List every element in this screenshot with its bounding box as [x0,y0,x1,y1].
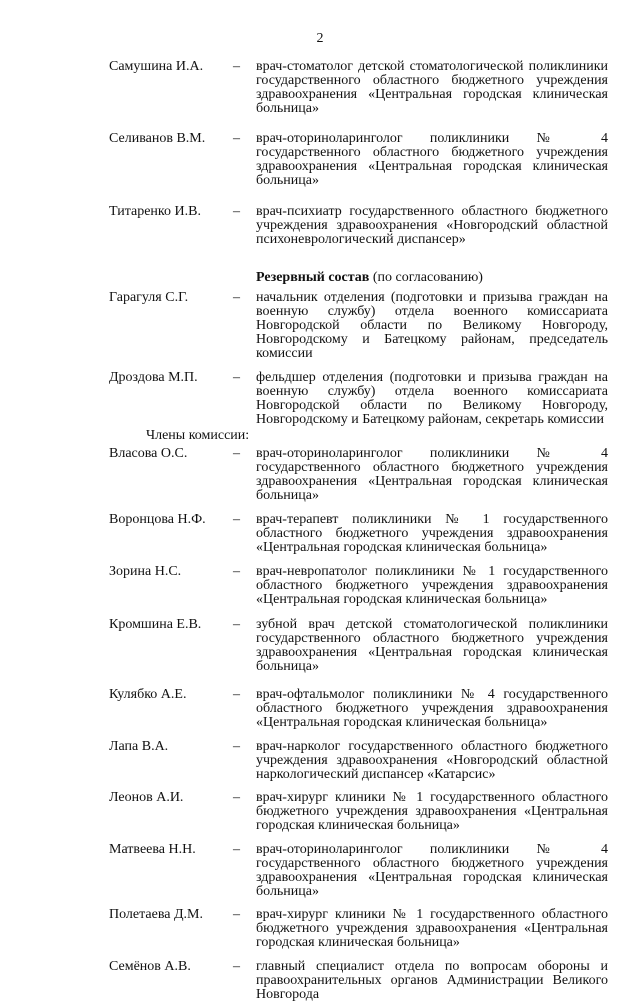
dash-separator: – [233,790,240,805]
dash-separator: – [233,59,240,74]
list-item [0,791,640,833]
dash-separator: – [233,617,240,632]
dash-separator: – [233,446,240,461]
dash-separator: – [233,131,240,146]
member-position: врач-нарколог государственного областного бюджетного учреждения здравоохранения «Новгородский областной наркологический диспансер «Катарсис» [256,739,608,782]
list-item [0,205,640,247]
dash-separator: – [233,959,240,974]
dash-separator: – [233,204,240,219]
member-name: Лапа В.А. [109,739,169,754]
member-position: зубной врач детской стоматологической поликлиники государственного областного бюджетного учреждения здравоохранения «Центральная городская клиническая больница» [256,617,608,674]
member-position: врач-психиатр государственного областного бюджетного учреждения здравоохранения «Новгородский областной психоневрологический диспансер» [256,204,608,247]
member-name: Самушина И.А. [109,59,204,74]
member-position: начальник отделения (подготовки и призыва граждан на военную службу) отдела военного комиссариата Новгородской области по Великому Новгороду, Новгородскому и Батецкому районам, председатель комиссии [256,290,608,361]
member-position: врач-оториноларинголог поликлиники № 4 государственного областного бюджетного учреждения здравоохранения «Центральная городская клиническая больница» [256,842,608,899]
list-item [0,60,640,116]
member-position: врач-невропатолог поликлиники № 1 государственного областного бюджетного учреждения здравоохранения «Центральная городская клиническая больница» [256,564,608,607]
member-name: Гарагуля С.Г. [109,290,189,305]
member-position: врач-оториноларинголог поликлиники № 4 государственного областного бюджетного учреждения здравоохранения «Центральная городская клиническая больница» [256,446,608,503]
list-item [0,371,640,427]
member-name: Кулябко А.Е. [109,687,187,702]
reserve-title-bold: Резервный состав [256,270,370,285]
member-name: Дроздова М.П. [109,370,198,385]
document-body [0,60,640,1002]
members-label: Члены комиссии: [146,428,250,443]
reserve-title-note: (по согласованию) [372,270,483,285]
member-position: врач-хирург клиники № 1 государственного областного бюджетного учреждения здравоохранения «Центральная городская клиническая больница» [256,907,608,950]
member-position: врач-терапевт поликлиники № 1 государственного областного бюджетного учреждения здравоохранения «Центральная городская клиническая больница» [256,512,608,555]
list-item [0,132,640,188]
member-name: Леонов А.И. [109,790,184,805]
member-name: Власова О.С. [109,446,188,461]
reserve-section-title [256,271,640,285]
list-item [0,447,640,503]
dash-separator: – [233,290,240,305]
page-number: 2 [316,31,324,46]
member-name: Семёнов А.В. [109,959,191,974]
member-name: Зорина Н.С. [109,564,182,579]
member-position: врач-оториноларинголог поликлиники № 4 государственного областного бюджетного учреждения здравоохранения «Центральная городская клиническая больница» [256,131,608,188]
list-item [0,513,640,555]
dash-separator: – [233,512,240,527]
list-item [0,960,640,1002]
list-item [0,618,640,674]
dash-separator: – [233,687,240,702]
member-name: Титаренко И.В. [109,204,201,219]
list-item [0,688,640,730]
member-position: главный специалист отдела по вопросам обороны и правоохранительных органов Администрации Великого Новгорода [256,959,608,1002]
list-item [0,908,640,950]
member-position: врач-офтальмолог поликлиники № 4 государственного областного бюджетного учреждения здравоохранения «Центральная городская клиническая больница» [256,687,608,730]
dash-separator: – [233,739,240,754]
member-name: Селиванов В.М. [109,131,206,146]
member-name: Воронцова Н.Ф. [109,512,206,527]
list-item [0,291,640,361]
dash-separator: – [233,370,240,385]
dash-separator: – [233,842,240,857]
dash-separator: – [233,907,240,922]
member-position: врач-стоматолог детской стоматологической поликлиники государственного областного бюджетного учреждения здравоохранения «Центральная городская клиническая больница» [256,59,608,116]
member-name: Матвеева Н.Н. [109,842,196,857]
member-name: Кромшина Е.В. [109,617,202,632]
member-position: фельдшер отделения (подготовки и призыва граждан на военную службу) отдела военного комиссариата Новгородской области по Великому Новгороду, Новгородскому и Батецкому районам, секретарь комиссии [256,370,608,427]
member-name: Полетаева Д.М. [109,907,203,922]
dash-separator: – [233,564,240,579]
member-position: врач-хирург клиники № 1 государственного областного бюджетного учреждения здравоохранения «Центральная городская клиническая больница» [256,790,608,833]
list-item [0,740,640,782]
list-item [0,843,640,899]
list-item [0,565,640,607]
